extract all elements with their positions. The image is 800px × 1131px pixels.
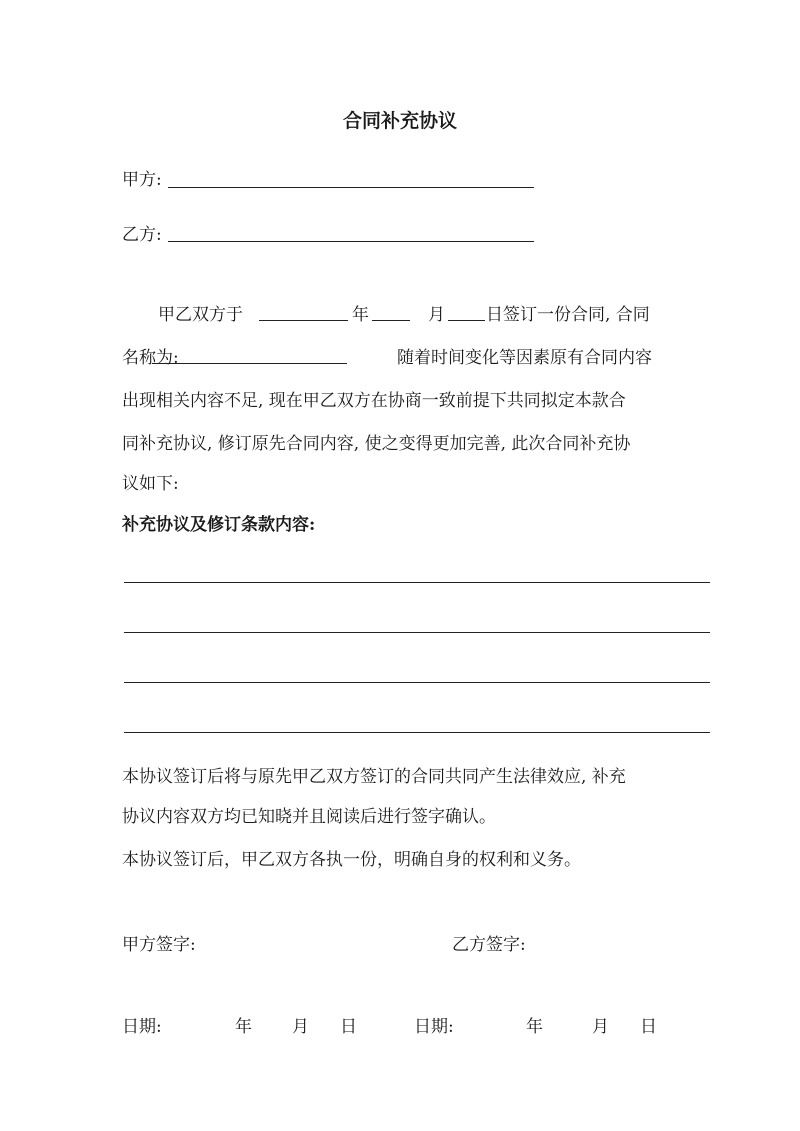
- closing-line-3: 本协议签订后，甲乙双方各执一份，明确自身的权利和义务。: [122, 850, 581, 870]
- intro-day-blank[interactable]: [448, 320, 485, 321]
- intro-year: 年: [352, 305, 369, 325]
- party-b-blank[interactable]: [168, 241, 534, 242]
- content-line-1[interactable]: [124, 582, 710, 583]
- party-b-signature-label: 乙方签字:: [452, 935, 526, 955]
- intro-day-sign: 日签订一份合同, 合同: [486, 305, 650, 325]
- content-line-3[interactable]: [124, 682, 710, 683]
- intro-line2-rest: 随着时间变化等因素原有合同内容: [397, 348, 652, 368]
- party-b-date-month: 月: [592, 1017, 609, 1037]
- party-a-date-day: 日: [340, 1017, 357, 1037]
- intro-year-blank[interactable]: [259, 320, 348, 321]
- party-b-label: 乙方:: [122, 225, 162, 245]
- intro-line3: 出现相关内容不足, 现在甲乙双方在协商一致前提下共同拟定本款合: [122, 391, 626, 411]
- document-title: 合同补充协议: [342, 110, 457, 132]
- contract-name-blank[interactable]: [152, 363, 347, 364]
- party-b-date-label: 日期:: [414, 1017, 454, 1037]
- party-b-date-day: 日: [640, 1017, 657, 1037]
- intro-contract-name: 名称为:: [122, 348, 179, 368]
- section-heading: 补充协议及修订条款内容:: [122, 515, 316, 535]
- intro-line4: 同补充协议, 修订原先合同内容, 使之变得更加完善, 此次合同补充协: [122, 434, 631, 454]
- content-line-2[interactable]: [124, 632, 710, 633]
- party-a-date-label: 日期:: [122, 1017, 162, 1037]
- party-a-label: 甲方:: [122, 170, 162, 190]
- intro-line5: 议如下:: [122, 474, 179, 494]
- intro-month: 月: [428, 305, 445, 325]
- content-line-4[interactable]: [124, 732, 710, 733]
- party-a-date-month: 月: [292, 1017, 309, 1037]
- closing-line-2: 协议内容双方均已知晓并且阅读后进行签字确认。: [122, 807, 496, 827]
- party-a-blank[interactable]: [168, 187, 534, 188]
- party-a-date-year: 年: [235, 1017, 252, 1037]
- intro-month-blank[interactable]: [372, 320, 410, 321]
- closing-line-1: 本协议签订后将与原先甲乙双方签订的合同共同产生法律效应, 补充: [122, 767, 626, 787]
- intro-parties: 甲乙双方于: [158, 305, 243, 325]
- party-b-date-year: 年: [526, 1017, 543, 1037]
- party-a-signature-label: 甲方签字:: [122, 935, 196, 955]
